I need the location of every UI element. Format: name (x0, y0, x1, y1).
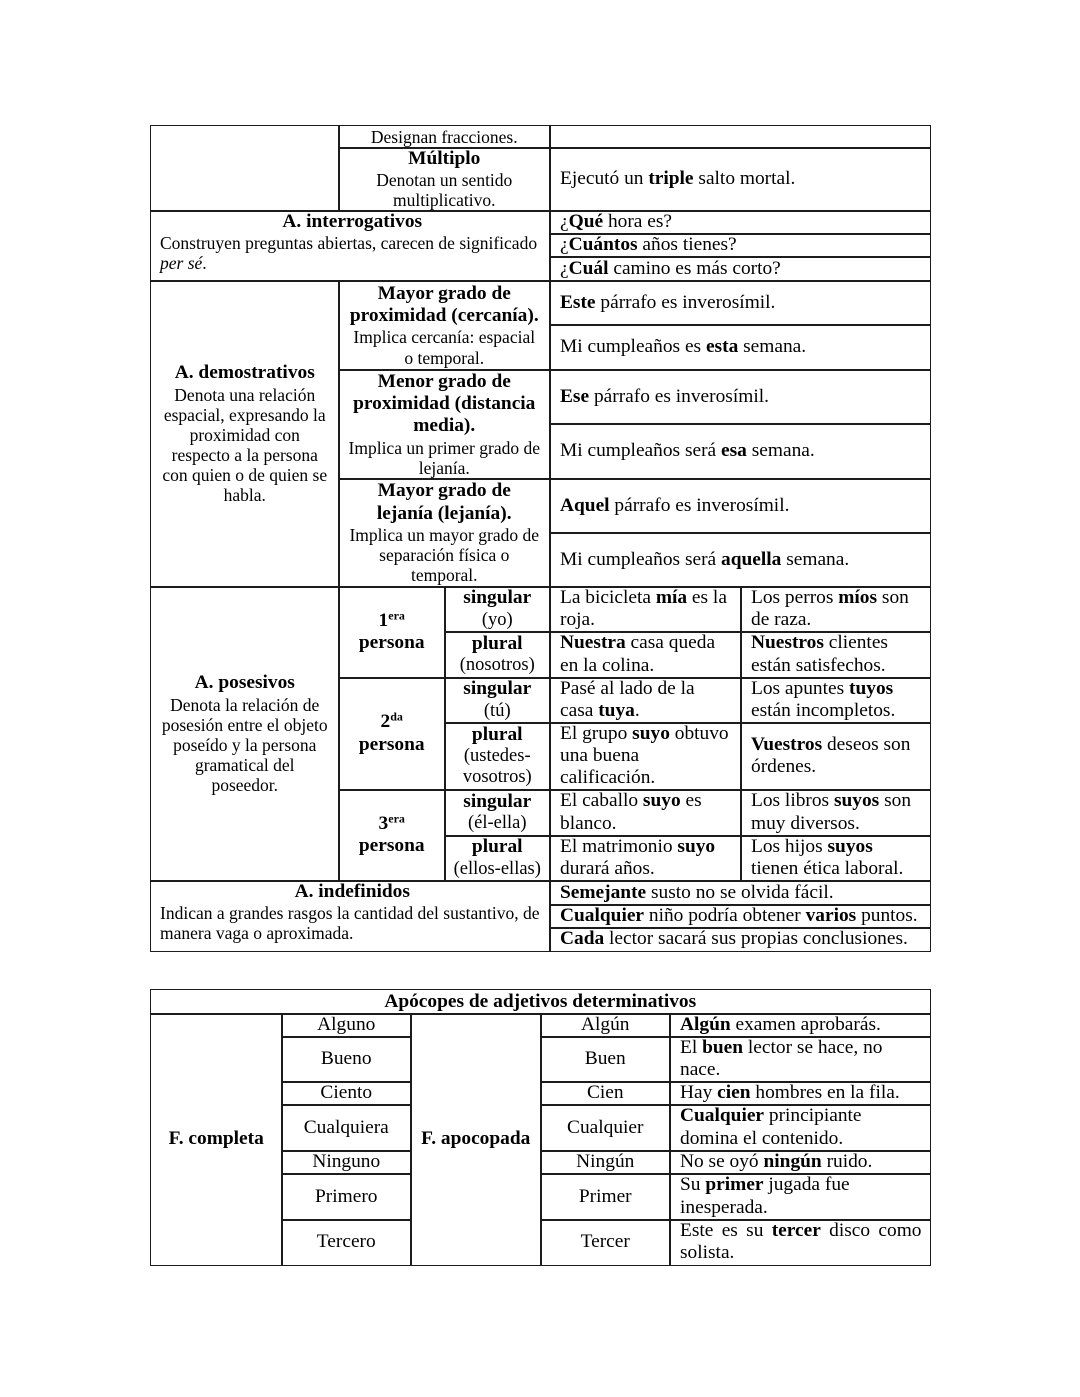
posesivo-example: Los apuntes tuyos están incompletos. (751, 677, 896, 722)
forma-completa-cell (281, 1173, 412, 1221)
posesivo-example: Vuestros deseos son órdenes. (751, 733, 911, 778)
apocope-example-cell (669, 1013, 931, 1038)
number-cell (444, 835, 551, 882)
posesivo-example-cell (740, 586, 931, 633)
forma-completa-cell (281, 1219, 412, 1266)
posesivo-example-cell (549, 677, 742, 724)
interrogativos-title: A. interrogativos (282, 211, 423, 232)
demostrativo-grade-cell (338, 280, 551, 371)
number-pronoun: (ellos-ellas) (453, 858, 541, 879)
multiplo-cell (338, 147, 551, 212)
forma-completa-cell (281, 1104, 412, 1152)
interrogativos-example: ¿Qué hora es? (560, 211, 673, 233)
apocope-example-cell (669, 1219, 931, 1266)
demostrativo-example-cell (549, 423, 931, 480)
posesivo-example: Los perros míos son de raza. (751, 586, 909, 631)
forma-apocopada: Tercer (580, 1231, 630, 1253)
interrogativos-example: ¿Cuál camino es más corto? (560, 257, 781, 279)
posesivo-example-cell (740, 789, 931, 837)
persona-ordinal: $2^{da}$ (380, 709, 403, 733)
apocope-example-cell (669, 1150, 931, 1175)
apocope-example: Hay cien hombres en la fila. (680, 1082, 900, 1104)
forma-apocopada: Primer (578, 1185, 632, 1207)
indefinidos-description: Indican a grandes rasgos la cantidad del sustantivo, de manera vaga o aproximada. (160, 903, 540, 944)
posesivo-example-cell (740, 835, 931, 882)
interrogativos-description: Construyen preguntas abiertas, carecen de significado per sé. (160, 233, 538, 274)
interrogativos-example-cell (549, 210, 931, 235)
posesivo-example: El caballo suyo es blanco. (560, 790, 702, 834)
multiplo-title: Múltiplo (408, 147, 481, 169)
fraccionario-cell (338, 125, 551, 149)
number-pronoun: (él-ella) (467, 813, 527, 834)
posesivo-example: Nuestros clientes están satisfechos. (751, 632, 888, 676)
posesivo-example-cell (549, 586, 742, 633)
number-cell (444, 677, 551, 724)
persona-ordinal: $1^{era}$ (378, 608, 405, 631)
forma-apocopada: Cien (586, 1082, 624, 1104)
interrogativos-example-cell (549, 256, 931, 282)
demostrativo-example: Mi cumpleaños es esta semana. (560, 336, 807, 358)
fraccionario-description: Designan fracciones. (370, 126, 518, 147)
demostrativos-cell (150, 280, 340, 588)
demostrativo-example-cell (549, 280, 931, 326)
number-cell (444, 586, 551, 633)
number-pronoun: (tú) (483, 700, 511, 721)
demostrativos-description: Denota una relación espacial, expresando la proximidad con respecto a la persona con quien o de quien se habla. (162, 384, 328, 506)
forma-apocopada-cell (540, 1219, 671, 1266)
number-label: singular (463, 678, 532, 700)
posesivo-example-cell (549, 835, 742, 882)
posesivo-example: Nuestra casa queda en la colina. (560, 632, 716, 676)
forma-completa-label-cell (150, 1013, 283, 1266)
posesivo-example-cell (549, 722, 742, 791)
persona-cell (338, 789, 446, 882)
multiplo-example: Ejecutó un triple salto mortal. (560, 168, 796, 190)
demostrativo-grade-cell (338, 478, 551, 588)
posesivo-example: Pasé al lado de la casa tuya. (560, 677, 695, 722)
indefinidos-example: Semejante susto no se olvida fácil. (560, 881, 834, 903)
indefinidos-cell (150, 880, 551, 952)
indefinidos-example-cell (549, 880, 931, 906)
forma-completa: Cualquiera (303, 1116, 389, 1138)
forma-apocopada: Ningún (576, 1151, 635, 1173)
persona-ordinal: $3^{era}$ (378, 811, 405, 834)
demostrativo-example: Mi cumpleaños será aquella semana. (560, 548, 850, 570)
demostrativo-example-cell (549, 478, 931, 534)
posesivos-title: A. posesivos (194, 672, 295, 694)
persona-word: persona (358, 632, 425, 654)
demostrativo-example: Ese párrafo es inverosímil. (560, 385, 769, 407)
forma-completa: Ciento (320, 1082, 373, 1104)
demostrativo-example-cell (549, 532, 931, 588)
fraccionario-example-cell (549, 125, 931, 149)
forma-apocopada: Algún (581, 1014, 630, 1036)
posesivo-example-cell (740, 631, 931, 679)
forma-apocopada-label-cell (410, 1013, 542, 1266)
posesivo-example-cell (740, 722, 931, 791)
number-cell (444, 722, 551, 791)
forma-apocopada-cell (540, 1081, 671, 1106)
forma-apocopada-cell (540, 1150, 671, 1175)
multiplo-example-cell (549, 147, 931, 212)
forma-completa: Primero (315, 1185, 378, 1207)
interrogativos-cell (150, 210, 551, 282)
apocope-example-cell (669, 1036, 931, 1083)
posesivo-example-cell (549, 631, 742, 679)
number-label: plural (471, 632, 523, 654)
demostrativo-grade-title: Mayor grado de proximidad (cercanía). (349, 282, 539, 327)
apocope-example-cell (669, 1173, 931, 1221)
apocope-example: Este es su tercer disco como solista. (680, 1219, 922, 1264)
posesivo-example: El matrimonio suyo durará años. (560, 835, 716, 880)
forma-completa: Alguno (317, 1014, 376, 1036)
forma-completa: Tercero (316, 1231, 376, 1253)
apocope-example: No se oyó ningún ruido. (680, 1151, 873, 1173)
demostrativo-grade-title: Mayor grado de lejanía (lejanía). (376, 480, 512, 524)
indefinidos-example: Cualquier niño podría obtener varios puntos. (560, 905, 918, 927)
number-pronoun: (nosotros) (459, 655, 535, 676)
number-label: plural (471, 723, 523, 745)
interrogativos-example-cell (549, 233, 931, 258)
indefinidos-example-cell (549, 927, 931, 952)
demostrativo-example-cell (549, 369, 931, 425)
number-label: singular (463, 587, 532, 609)
demostrativo-grade-cell (338, 369, 551, 480)
numerales-label-cell (150, 125, 340, 212)
forma-completa-cell (281, 1081, 412, 1106)
apocopes-table-title: Apócopes de adjetivos determinativos (384, 990, 697, 1012)
posesivo-example-cell (740, 677, 931, 724)
interrogativos-example: ¿Cuántos años tienes? (560, 234, 737, 256)
forma-completa-cell (281, 1036, 412, 1083)
demostrativo-grade-description: Implica cercanía: espacial o temporal. (353, 327, 536, 368)
posesivo-example: Los libros suyos son muy diversos. (751, 790, 912, 834)
apocope-example: Su primer jugada fue inesperada. (680, 1174, 850, 1218)
apocope-example: Cualquier principiante domina el contenido. (680, 1105, 862, 1149)
forma-completa-cell (281, 1150, 412, 1175)
demostrativo-grade-title: Menor grado de proximidad (distancia media). (353, 370, 536, 437)
apocope-example-cell (669, 1081, 931, 1106)
multiplo-description: Denotan un sentido multiplicativo. (376, 170, 513, 211)
forma-apocopada-cell (540, 1013, 671, 1038)
posesivo-example: Los hijos suyos tienen ética laboral. (751, 835, 904, 880)
demostrativo-example: Este párrafo es inverosímil. (560, 291, 776, 313)
forma-completa: Bueno (320, 1048, 372, 1070)
number-label: plural (471, 836, 523, 858)
forma-apocopada-label: F. apocopada (421, 1128, 531, 1150)
forma-apocopada-cell (540, 1036, 671, 1083)
indefinidos-title: A. indefinidos (294, 881, 410, 902)
posesivos-cell (150, 586, 340, 882)
demostrativo-example: Mi cumpleaños será esa semana. (560, 440, 815, 462)
forma-apocopada-cell (540, 1173, 671, 1221)
apocope-example: Algún examen aprobarás. (680, 1014, 881, 1036)
number-pronoun: (yo) (481, 609, 513, 630)
persona-cell (338, 586, 446, 679)
forma-apocopada-cell (540, 1104, 671, 1152)
apocope-example-cell (669, 1104, 931, 1152)
forma-apocopada: Buen (584, 1048, 626, 1070)
posesivo-example-cell (549, 789, 742, 837)
posesivo-example: La bicicleta mía es la roja. (560, 586, 727, 631)
demostrativos-title: A. demostrativos (174, 362, 315, 384)
demostrativo-grade-description: Implica un primer grado de lejanía. (348, 437, 540, 478)
forma-completa: Ninguno (312, 1151, 381, 1173)
demostrativo-grade-description: Implica un mayor grado de separación física o temporal. (349, 524, 540, 586)
number-label: singular (463, 790, 532, 812)
forma-completa-label: F. completa (168, 1128, 264, 1150)
persona-word: persona (358, 835, 425, 857)
apocope-example: El buen lector se hace, no nace. (680, 1036, 883, 1081)
number-cell (444, 631, 551, 679)
forma-completa-cell (281, 1013, 412, 1038)
persona-word: persona (358, 733, 425, 755)
indefinidos-example: Cada lector sacará sus propias conclusiones. (560, 928, 908, 950)
posesivos-description: Denota la relación de posesión entre el objeto poseído y la persona gramatical del poseedor. (161, 694, 328, 796)
indefinidos-example-cell (549, 904, 931, 929)
apocopes-table-title-cell (150, 989, 931, 1015)
demostrativo-example: Aquel párrafo es inverosímil. (560, 494, 790, 516)
posesivo-example: El grupo suyo obtuvo una buena calificación. (560, 722, 729, 789)
demostrativo-example-cell (549, 324, 931, 371)
number-pronoun: (ustedes-vosotros) (462, 746, 532, 788)
number-cell (444, 789, 551, 837)
persona-cell (338, 677, 446, 791)
forma-apocopada: Cualquier (567, 1116, 644, 1138)
